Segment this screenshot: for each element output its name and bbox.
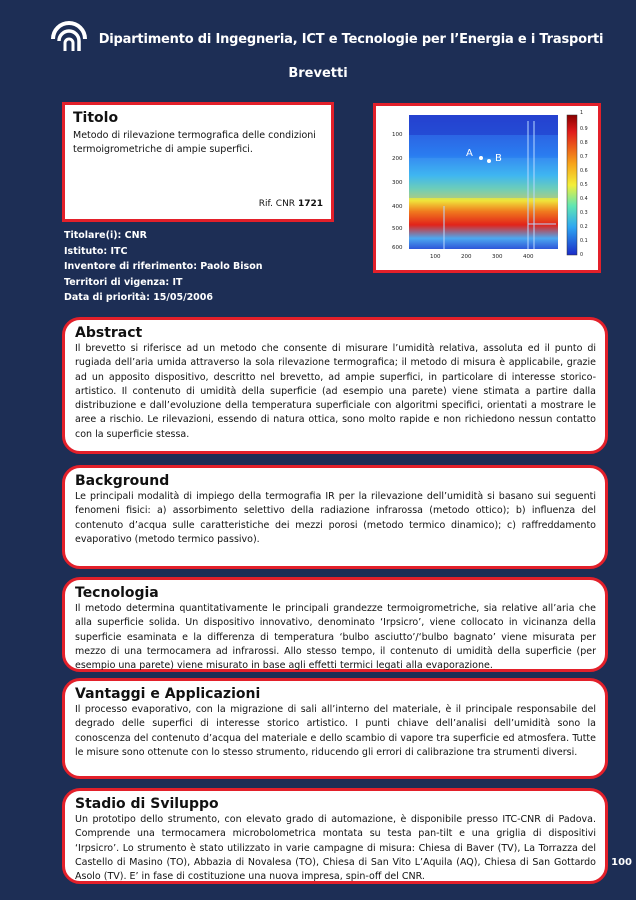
abstract-heading: Abstract <box>75 325 143 341</box>
rif-number: 1721 <box>297 199 323 209</box>
colorbar-tick: 0.6 <box>580 169 588 174</box>
point-b-marker <box>487 159 491 163</box>
x-tick: 200 <box>461 254 472 260</box>
colorbar-tick: 0.9 <box>580 127 588 132</box>
thermal-figure <box>373 103 601 273</box>
background-heading: Background <box>75 473 170 489</box>
tecnologia-text: Il metodo determina quantitativamente le principali grandezze termoigrometriche, sia relative all’aria che alla superficie solida. Un dispositivo innovativo, denominato ‘Irpsicro’, viene collocato in vicinanza della superficie esaminata e la differenza di temperatura ‘bulbo asciutto’/‘bulbo bagnato’ viene misurata per mezzo di una termocamera ad infrarossi. Allo stesso tempo, il contenuto di umidità della superficie (per esempio una parete) viene misurato in base agli effetti termici legati alla evaporazione. <box>75 603 596 672</box>
rif-label: Rif. CNR <box>258 199 296 209</box>
rif-cnr <box>259 199 323 209</box>
background-text: Le principali modalità di impiego della termografia IR per la rilevazione dell’umidità si basano sui seguenti fenomeni fisici: a) assorbimento selettivo della radiazione infrarossa (metodo ottico); b) influenza del contenuto d’acqua sulle caratteristiche dei mezzi porosi (metodo termico dinamico); c) raffreddamento evaporativo (metodo termico passivo). <box>75 491 596 545</box>
abstract-text: Il brevetto si riferisce ad un metodo che consente di misurare l’umidità relativa, assoluta ed il punto di rugiada dell’aria umida attraverso la sola rilevazione termografica; il metodo di misura è applicabile, grazie ad un apposito dispositivo, descritto nel brevetto, ad ampie superfici, in particolare di interesse storico-artistico. Il contenuto di umidità della superficie (ad esempio una parete) viene stimata a partire dalla distribuzione e dall’evoluzione della temperatura superficiale con algoritmi specifici, orientati a mostrare le aree a rischio. Le rilevazioni, essendo di natura ottica, sono molto rapide e non richiedono nessun contatto con la superficie stessa. <box>75 343 596 440</box>
background-card <box>62 465 608 569</box>
abstract-card <box>62 317 608 454</box>
y-tick: 200 <box>392 156 403 162</box>
thermal-map <box>376 106 598 270</box>
x-tick: 400 <box>523 254 534 260</box>
colorbar-tick: 1 <box>580 111 584 116</box>
titolo-box <box>62 102 334 222</box>
tecnologia-heading: Tecnologia <box>75 585 159 601</box>
patent-meta <box>64 228 262 306</box>
vantaggi-card <box>62 678 608 779</box>
vantaggi-text: Il processo evaporativo, con la migrazione di sali all’interno del materiale, è il principale responsabile del degrado delle superfici di interesse storico artistico. I punti chiave dell’analisi dell’umidità sono la conoscenza del contenuto d’acqua del materiale e dello scambio di vapore tra superficie ed atmosfera. Tutte le misure sono ottenute con lo stesso strumento, riducendo gli errori di calibrazione tra strumenti diversi. <box>75 704 596 758</box>
tecnologia-card <box>62 577 608 672</box>
y-tick: 600 <box>392 245 403 251</box>
x-tick: 100 <box>430 254 441 260</box>
y-tick: 300 <box>392 180 403 186</box>
stadio-text: Un prototipo dello strumento, con elevato grado di automazione, è disponibile presso ITC-CNR di Padova. Comprende una termocamera microbolometrica montata su testa pan-tilt e una griglia di dispositivi ‘Irpsicro’. Lo strumento è stato utilizzato in varie campagne di misura: Chiesa di Baver (TV), La Torrazza del Castello di Masino (TO), Abbazia di Novalesa (TO), Chiesa di San Vito L’Aquila (AQ), Chiesa di San Gottardo Asolo (TV). E’ in fase di costituzione una nuova impresa, spin-off del CNR. <box>75 814 596 883</box>
colorbar-tick: 0.4 <box>580 197 588 202</box>
point-b-label: B <box>495 153 502 164</box>
y-tick: 500 <box>392 226 403 232</box>
titolo-heading: Titolo <box>73 110 119 126</box>
section-title: Brevetti <box>288 66 348 81</box>
meta-data: Data di priorità: 15/05/2006 <box>64 292 214 303</box>
stadio-card <box>62 788 608 884</box>
x-tick: 300 <box>492 254 503 260</box>
colorbar <box>567 115 577 255</box>
department-title: Dipartimento di Ingegneria, ICT e Tecnologie per l’Energia e i Trasporti <box>98 32 604 47</box>
stadio-heading: Stadio di Sviluppo <box>75 796 219 812</box>
y-tick: 100 <box>392 132 403 138</box>
meta-inventore: Inventore di riferimento: Paolo Bison <box>64 261 263 272</box>
page-number: 100 <box>611 857 632 868</box>
meta-territori: Territori di vigenza: IT <box>64 276 183 288</box>
meta-istituto: Istituto: ITC <box>64 245 128 257</box>
titolo-text: Metodo di rilevazione termografica delle condizioni termoigrometriche di ampie superfici. <box>73 130 316 155</box>
colorbar-tick: 0.2 <box>580 225 588 230</box>
vantaggi-heading: Vantaggi e Applicazioni <box>75 686 261 702</box>
colorbar-tick: 0.1 <box>580 239 588 244</box>
colorbar-tick: 0.3 <box>580 211 588 216</box>
point-a-label: A <box>466 148 473 159</box>
meta-titolare: Titolare(i): CNR <box>64 230 147 241</box>
colorbar-tick: 0.5 <box>580 183 588 188</box>
y-tick: 400 <box>392 204 403 210</box>
colorbar-tick: 0.8 <box>580 141 588 146</box>
cnr-logo-icon <box>47 17 91 57</box>
colorbar-tick: 0.7 <box>580 155 588 160</box>
colorbar-tick: 0 <box>580 253 584 258</box>
point-a-marker <box>479 156 483 160</box>
